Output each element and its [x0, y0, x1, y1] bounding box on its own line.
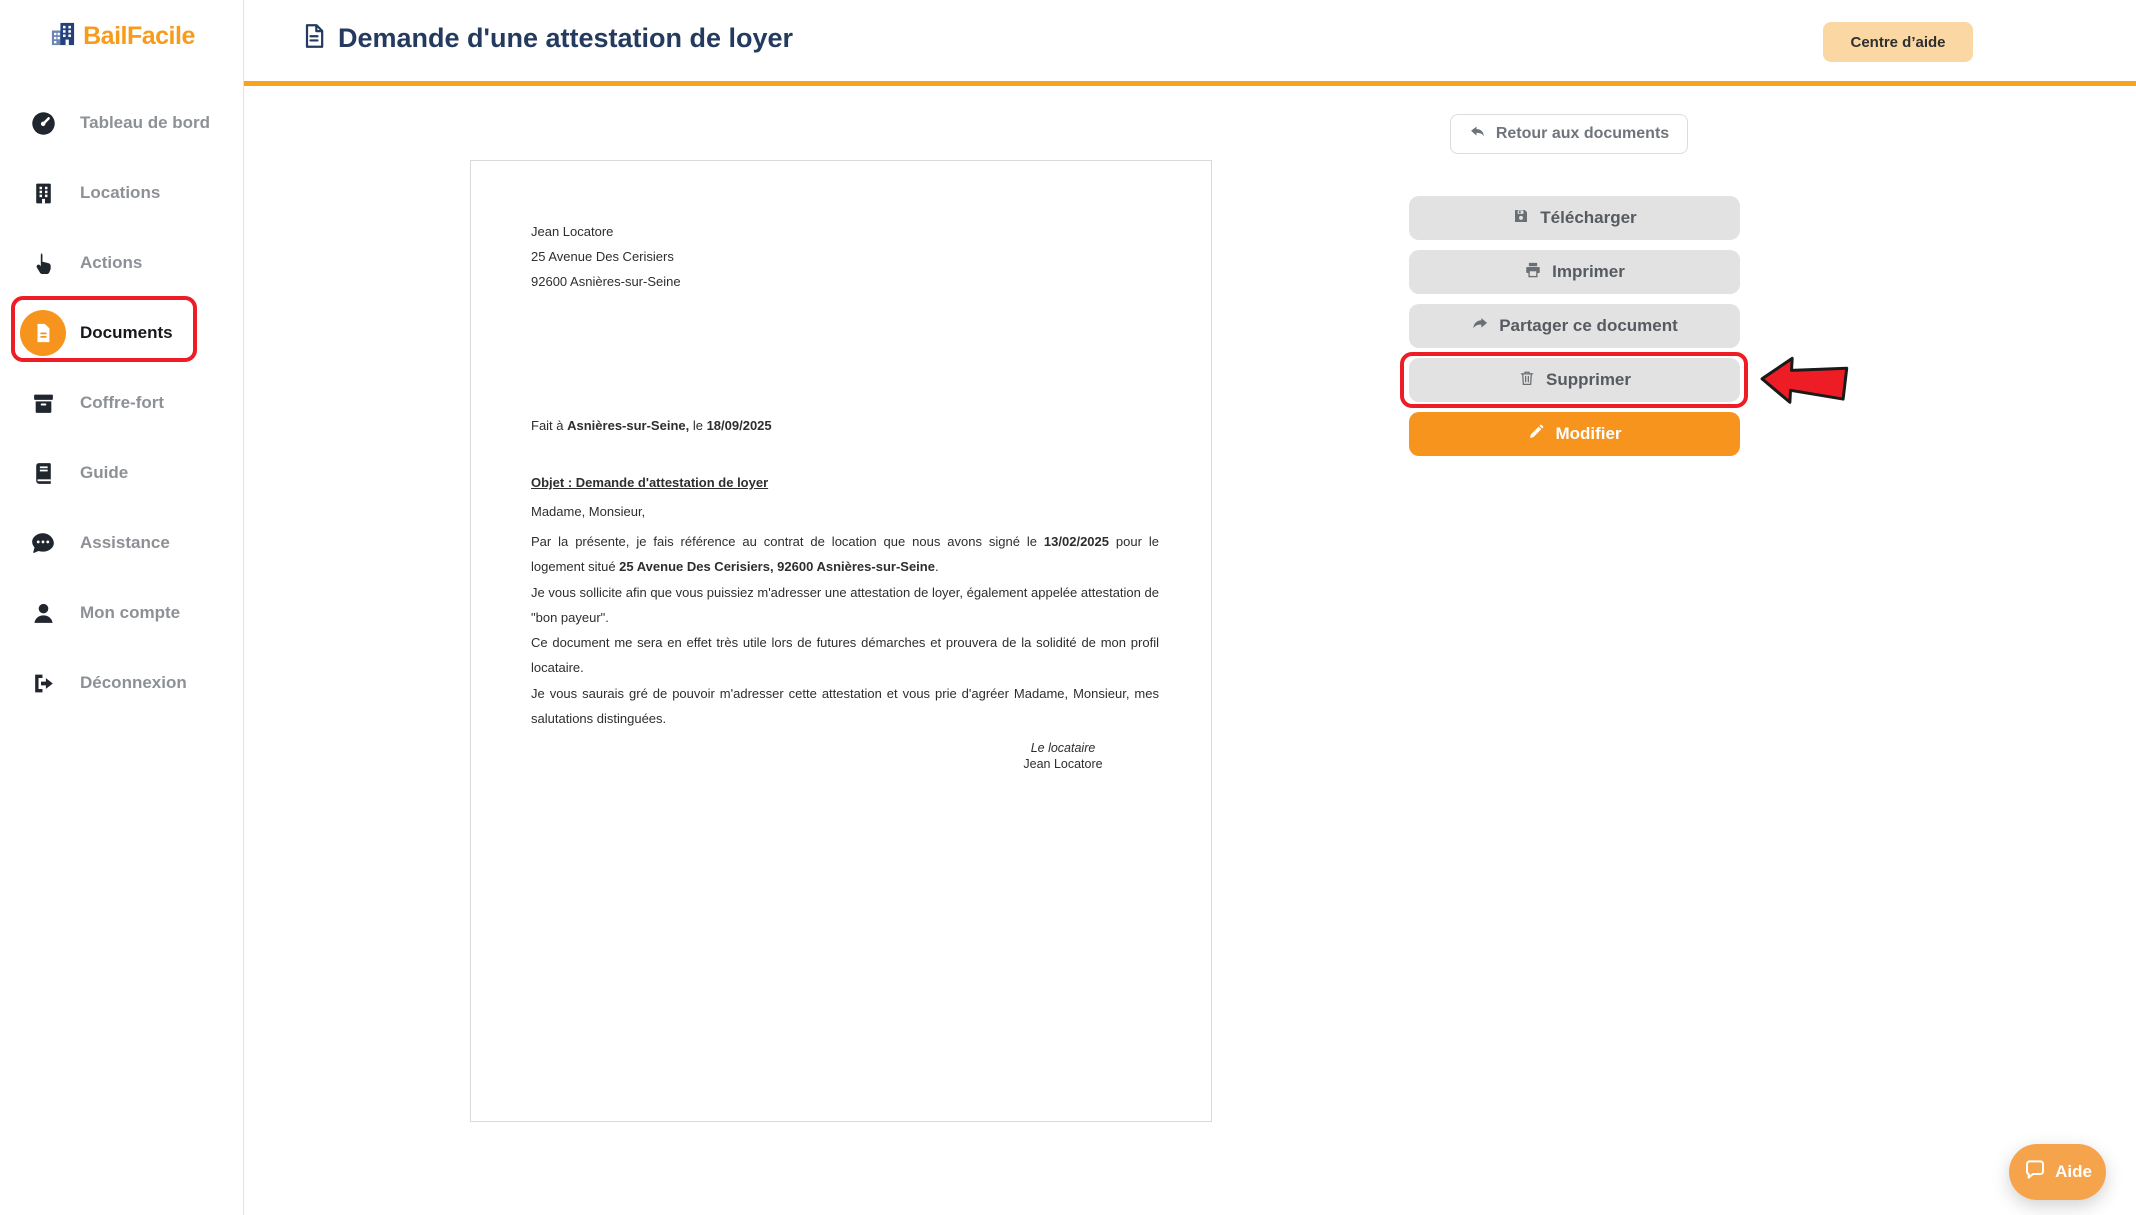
printer-icon: [1524, 261, 1542, 284]
letter-date-line: Fait à Asnières-sur-Seine, le 18/09/2025: [531, 418, 772, 433]
help-chat-label: Aide: [2055, 1162, 2092, 1181]
header: [244, 0, 2136, 86]
letter-paragraph: Je vous sollicite afin que vous puissiez m'adresser une attestation de loyer, également appelée attestation de "bon payeur".: [531, 585, 1159, 625]
sidebar-item-actions[interactable]: [0, 228, 244, 298]
hand-pointer-icon: [28, 251, 58, 276]
archive-box-icon: [28, 391, 58, 416]
letter-signature-role: Le locataire: [1030, 741, 1096, 755]
print-button-label: Imprimer: [1552, 262, 1625, 281]
logout-icon: [28, 671, 58, 696]
trash-icon: [1518, 369, 1536, 392]
save-icon: [1512, 207, 1530, 230]
letter-paragraph: Par la présente, je fais référence au contrat de location que nous avons signé le 13/02/2025 pour le logement situé 25 Avenue Des Cerisiers, 92600 Asnières-sur-Seine.: [531, 534, 1159, 574]
user-icon: [28, 601, 58, 626]
edit-button[interactable]: [1409, 412, 1740, 456]
download-button[interactable]: [1409, 196, 1740, 240]
building-icon: [28, 181, 58, 206]
back-to-documents-button[interactable]: [1450, 114, 1688, 154]
sidebar-item-assistance[interactable]: [0, 508, 244, 578]
sidebar-item-label: Guide: [80, 463, 129, 482]
help-chat-button[interactable]: [2009, 1144, 2106, 1200]
sidebar-item-label: Tableau de bord: [80, 113, 211, 132]
letter-paragraph: Ce document me sera en effet très utile lors de futures démarches et prouvera de la solidité de mon profil locataire.: [531, 635, 1159, 675]
brand-logo[interactable]: [0, 20, 244, 53]
sidebar-item-coffre-fort[interactable]: [0, 368, 244, 438]
sidebar: [0, 0, 244, 1215]
letter-subject: Objet : Demande d'attestation de loyer: [531, 475, 769, 490]
share-arrow-icon: [1471, 315, 1489, 338]
pencil-icon: [1527, 423, 1545, 446]
print-button[interactable]: [1409, 250, 1740, 294]
sidebar-item-label: Locations: [80, 183, 161, 202]
letter-signature: [913, 740, 1213, 772]
share-button[interactable]: [1409, 304, 1740, 348]
sidebar-item-tableau-de-bord[interactable]: [0, 88, 244, 158]
sidebar-item-label: Actions: [80, 253, 143, 272]
back-button-label: Retour aux documents: [1495, 125, 1670, 142]
letter-signature-name: Jean Locatore: [1023, 757, 1103, 771]
reply-arrow-icon: [1469, 123, 1487, 146]
sidebar-nav: [0, 88, 244, 718]
delete-button-label: Supprimer: [1545, 370, 1632, 389]
dashboard-icon: [28, 110, 58, 137]
chat-bubble-icon: [2023, 1158, 2047, 1187]
page-title-wrap: [300, 22, 793, 55]
sidebar-item-documents[interactable]: [0, 298, 244, 368]
edit-button-label: Modifier: [1555, 424, 1622, 443]
brand-name: BailFacile: [83, 22, 195, 50]
share-button-label: Partager ce document: [1499, 316, 1678, 335]
chat-dots-icon: [28, 530, 58, 556]
annotation-red-arrow: [1759, 354, 1849, 409]
letter-salutation: Madame, Monsieur,: [531, 504, 646, 519]
letter-sender-block: Jean Locatore 25 Avenue Des Cerisiers 92600 Asnières-sur-Seine: [531, 224, 681, 289]
documents-icon: [20, 310, 66, 356]
sidebar-item-label: Assistance: [80, 533, 170, 552]
sidebar-item-label: Mon compte: [80, 603, 181, 622]
sidebar-item-label: Déconnexion: [80, 673, 187, 692]
sidebar-item-mon-compte[interactable]: [0, 578, 244, 648]
document-preview: [470, 160, 1212, 1122]
sidebar-item-guide[interactable]: [0, 438, 244, 508]
sidebar-item-label: Coffre-fort: [80, 393, 165, 412]
book-icon: [28, 461, 58, 486]
delete-button[interactable]: [1409, 358, 1740, 402]
page-title: Demande d'une attestation de loyer: [338, 23, 794, 53]
letter-paragraph: Je vous saurais gré de pouvoir m'adresser cette attestation et vous prie d'agréer Madame, Monsieur, mes salutations distinguées.: [531, 686, 1159, 726]
document-icon: [300, 22, 328, 55]
download-button-label: Télécharger: [1540, 208, 1637, 227]
help-center-button[interactable]: Centre d’aide: [1823, 22, 1973, 62]
sidebar-item-locations[interactable]: [0, 158, 244, 228]
buildings-icon: [49, 20, 77, 53]
sidebar-item-deconnexion[interactable]: [0, 648, 244, 718]
sidebar-item-label: Documents: [80, 323, 173, 342]
document-actions: [1409, 196, 1740, 456]
